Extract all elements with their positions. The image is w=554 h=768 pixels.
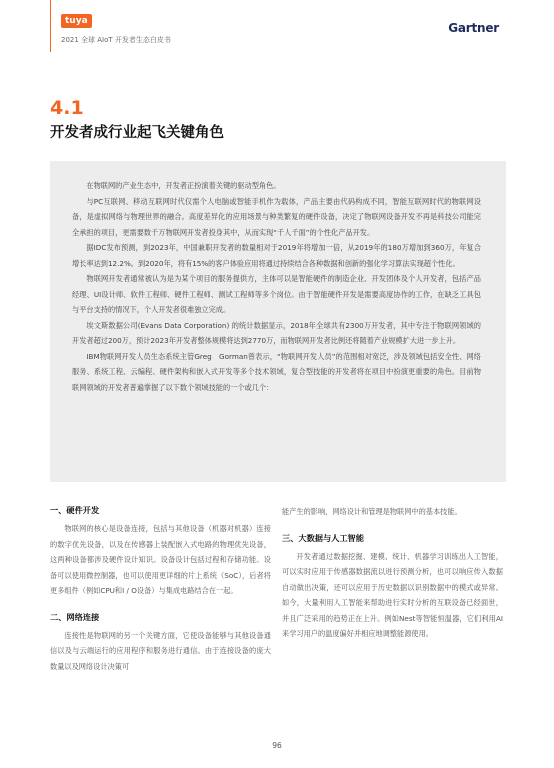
subsection-text: 开发者通过数据挖掘、建模、统计、机器学习训练出人工智能，可以实时应用于传感器数据流以进行预测分析，也可以响应传入数据自动做出决策，还可以应用于历史数据以识别数据中的模式或异常。如今，大量利用人工智能来帮助进行实时分析的互联设备已经面世，并且广泛采用的趋势正在上升。例如Nest等智能恒温器，它们利用AI来学习用户的温度偏好并相应地调整能源使用。 [282,551,503,638]
page-header [0,0,554,56]
intro-paragraph: 据IDC发布预测，到2023年，中国兼职开发者的数量相对于2019年将增加一倍，从2019年的180万增加到360万，年复合增长率达到12.2%。到2020年，将有15%的客户体验应用将通过持续结合各种数据和创新的强化学习算法实现超个性化。 [72,243,481,268]
subsection-heading: 一、硬件开发 [50,505,100,515]
right-column [282,504,503,654]
section-number: 4.1 [50,97,84,119]
intro-paragraph: 埃文斯数据公司(Evans Data Corporation) 的统计数据显示，2018年全球共有2300万开发者，其中专注于物联网领域的开发者超过200万，预计2023年开发者整体规模将达到2770万，而物联网开发者比例还将随着产业规模扩大进一步上升。 [72,320,481,345]
section-title: 开发者成行业起飞关键角色 [50,125,224,141]
gartner-logo: Gartner [448,21,499,35]
page-number: 96 [272,741,282,750]
intro-paragraph: IBM物联网开发人员生态系统主管Greg Gorman曾表示，“物联网开发人员”的范围相对宽泛，涉及领域包括安全性、网络服务、系统工程、云编程、硬件架构和嵌入式开发等多个技术领域，复合型技能的开发者将在项目中扮演更重要的角色。目前物联网领域的开发者普遍掌握了以下数个领域技能的一个或几个： [72,351,481,392]
subsection-heading: 三、大数据与人工智能 [282,532,364,543]
left-column [50,504,271,686]
report-title: 2021 全球 AIoT 开发者生态白皮书 [61,36,171,44]
intro-paragraph: 物联网开发者通常被认为是为某个项目的服务提供方，主体可以是智能硬件的制造企业、开发团体及个人开发者，包括产品经理、UI设计师、软件工程师、硬件工程师、测试工程师等多个岗位。由于智能硬件开发是需要高度协作的工作，在缺乏工具包与平台支持的情况下，个人开发者很难独立完成。 [72,274,481,314]
subsection-heading: 二、网络连接 [50,611,100,622]
intro-paragraph: 在物联网的产业生态中，开发者正扮演着关键的驱动型角色。 [86,181,281,190]
continued-text: 能产生的影响，网络设计和管理是物联网中的基本技能。 [282,507,462,516]
subsection-text: 物联网的核心是设备连接，包括与其他设备（机器对机器）连接的数字优先设备，以及在传感器上装配嵌入式电路的物理优先设备，这两种设备都涉及硬件设计知识。设备设计包括过程和存储功能。设备可以使用微控制器，也可以使用更详细的片上系统（SoC），后者将更多组件（例如CPU和I / O设备）与集成电路结合在一起。 [50,524,271,595]
intro-box [50,161,506,482]
tuya-logo: tuya [61,14,92,28]
header-accent-line [50,0,51,52]
intro-paragraph: 与PC互联网、移动互联网时代仅需个人电脑或智能手机作为载体，产品主要由代码构成不同，智能互联网时代的物联网设备，是虚拟网络与物理世界的融合。高度差异化的应用场景与种类繁复的硬件设备，决定了物联网设备开发不再是科技公司能完全承担的项目，更需要数千万物联网开发者投身其中，从而实现“千人千面”的个性化产品开发。 [72,196,481,237]
subsection-text: 连接性是物联网的另一个关键方面，它使设备能够与其他设备通信以及与云端运行的应用程序和服务进行通信。由于连接设备的庞大数量以及网络设计决策可 [50,630,271,671]
